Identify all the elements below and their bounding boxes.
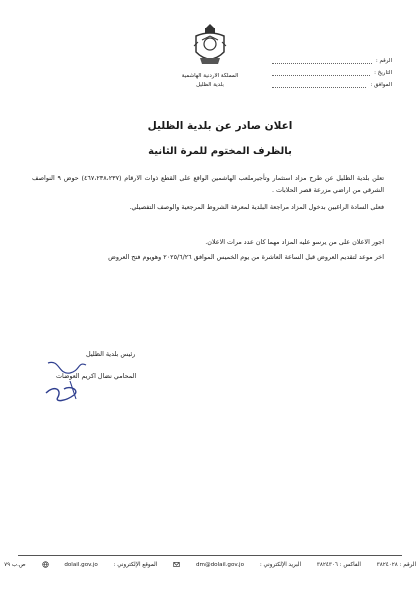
- footer-email: dm@dolail.gov.jo: [195, 561, 245, 568]
- footer-divider: [18, 555, 402, 556]
- meta-number-line: [272, 56, 372, 64]
- municipality-name: بلدية الظليل: [196, 81, 224, 88]
- meta-hijri-line: [272, 80, 366, 88]
- email-icon: [173, 561, 180, 568]
- meta-date: [272, 64, 392, 76]
- meta-hijri-label: الموافق :: [370, 82, 392, 88]
- government-header: [150, 72, 270, 90]
- letter-meta: [272, 52, 392, 88]
- paragraph-bidders-notice: فعلى السادة الراغبين بدخول المزاد مراجعة البلدية لمعرفة الشروط المرجعية والوصف التفصيلي.: [129, 203, 384, 211]
- contact-footer: [4, 561, 416, 568]
- kingdom-name: المملكة الاردنية الهاشمية: [181, 73, 239, 79]
- announcement-title: اعلان صادر عن بلدية الظليل: [147, 120, 293, 132]
- footer-website-label: الموقع الإلكتروني :: [113, 561, 158, 568]
- footer-email-label: البريد الإلكتروني :: [259, 561, 302, 568]
- footer-fax: الرقم : ٣٨٢٤٠٢٨: [376, 561, 416, 568]
- signatory-name: المحامي نضال اكريم العوضات: [56, 372, 137, 380]
- footer-phone: الفاكس : ٣٨٢٤٣٠٦: [316, 561, 361, 568]
- meta-hijri: [272, 76, 392, 88]
- paragraph-auction-details: تعلن بلدية الظليل عن طرح مزاد استثمار وتأجيرملعب الهاشمين الواقع على القطع ذوات الارقام (٤٦٧،٢٣٨،٢٣٧) حوض ٩ النواصف الشرقي من اراضي مزرعة قصر الحلابات .: [32, 174, 384, 194]
- meta-date-label: التاريخ :: [374, 70, 392, 76]
- footer-website: dolail.gov.jo: [64, 561, 98, 568]
- signatory-title: رئيس بلدية الظليل: [86, 350, 136, 358]
- meta-number-label: الرقم :: [375, 58, 392, 64]
- paragraph-ad-fees: اجور الاعلان على من يرسو عليه المزاد مهما كان عدد مرات الاعلان.: [205, 238, 384, 246]
- globe-icon: [42, 561, 49, 568]
- handwritten-signature: [40, 355, 110, 405]
- jordan-coat-of-arms-icon: [190, 22, 230, 68]
- announcement-subtitle: بالظرف المختوم للمرة الثانية: [148, 146, 292, 157]
- meta-number: [272, 52, 392, 64]
- paragraph-deadline: اخر موعد لتقديم العروض قبل الساعة العاشرة من يوم الخميس الموافق ٢٠٢٥/٦/٢٦ وهويوم فتح العروض: [108, 253, 384, 261]
- footer-pobox: ص.ب ٧٩: [4, 561, 26, 568]
- meta-date-line: [272, 68, 370, 76]
